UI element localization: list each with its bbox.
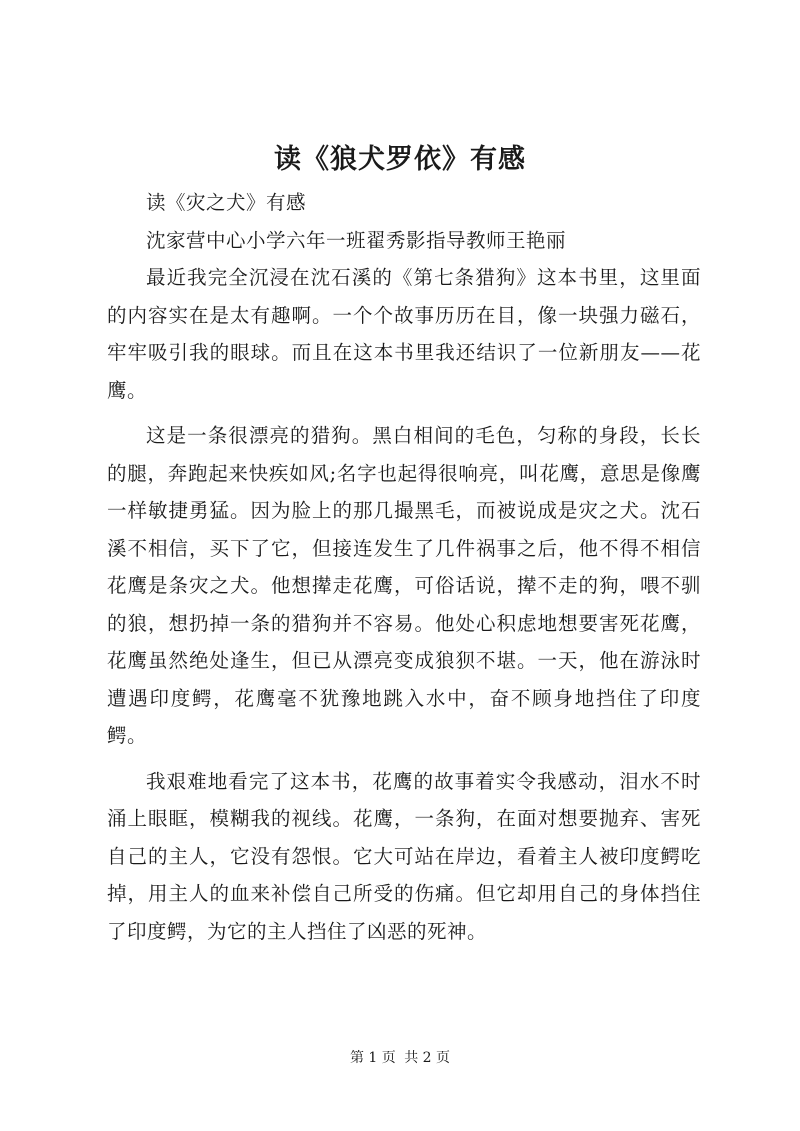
page-number: 第 1 页	[349, 1050, 396, 1066]
paragraph-2: 这是一条很漂亮的猎狗。黑白相间的毛色，匀称的身段，长长的腿，奔跑起来快疾如风;名字也起得很响亮，叫花鹰，意思是像鹰一样敏捷勇猛。因为脸上的那几撮黑毛，而被说成是灾之犬。沈石溪不相信，买下了它，但接连发生了几件祸事之后，他不得不相信花鹰是条灾之犬。他想撵走花鹰，可俗话说，撵不走的狗，喂不驯的狼，想扔掉一条的猎狗并不容易。他处心积虑地想要害死花鹰，花鹰虽然绝处逢生，但已从漂亮变成狼狈不堪。一天，他在游泳时遭遇印度鳄，花鹰毫不犹豫地跳入水中，奋不顾身地挡住了印度鳄。	[107, 424, 701, 747]
paragraph-1: 最近我完全沉浸在沈石溪的《第七条猎狗》这本书里，这里面的内容实在是太有趣啊。一个个故事历历在目，像一块强力磁石，牢牢吸引我的眼球。而且在这本书里我还结识了一位新朋友——花鹰。	[107, 266, 701, 402]
paragraph-3: 我艰难地看完了这本书，花鹰的故事着实令我感动，泪水不时涌上眼眶，模糊我的视线。花鹰，一条狗，在面对想要抛弃、害死自己的主人，它没有怨恨。它大可站在岸边，看着主人被印度鳄吃掉，用主人的血来补偿自己所受的伤痛。但它却用自己的身体挡住了印度鳄，为它的主人挡住了凶恶的死神。	[107, 769, 701, 943]
subtitle-line: 读《灾之犬》有感	[146, 191, 307, 214]
page-total: 共 2 页	[404, 1050, 451, 1066]
document-title: 读《狼犬罗依》有感	[274, 144, 526, 175]
author-line: 沈家营中心小学六年一班翟秀影指导教师王艳丽	[146, 228, 567, 252]
page-footer	[0, 1048, 800, 1068]
document-body	[107, 184, 701, 950]
